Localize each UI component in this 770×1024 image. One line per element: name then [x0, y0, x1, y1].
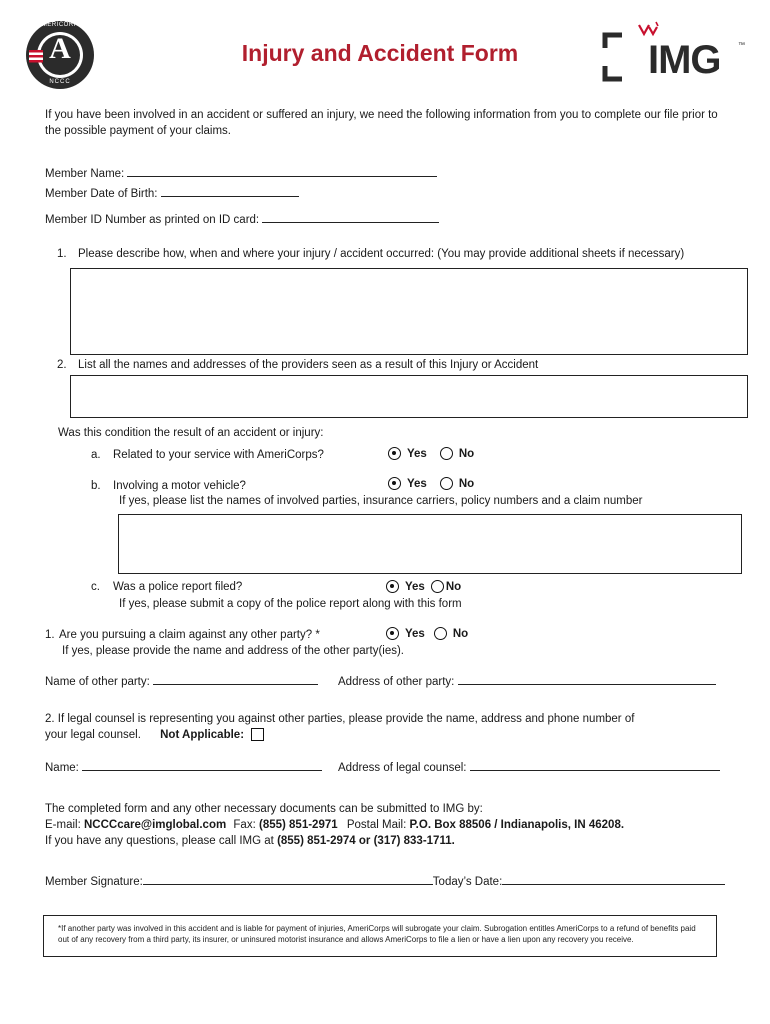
other-party-name-label: Name of other party: — [45, 676, 150, 688]
qa-yes-label: Yes — [407, 448, 427, 460]
q2-providers-box[interactable] — [70, 375, 748, 418]
questions-label: If you have any questions, please call IMG at — [45, 835, 274, 847]
date-field[interactable] — [502, 873, 725, 885]
signature-field[interactable] — [143, 873, 433, 885]
qb-yes-label: Yes — [407, 478, 427, 490]
qc-followup: If yes, please submit a copy of the police report along with this form — [119, 598, 462, 610]
qb-yes-radio[interactable] — [388, 477, 401, 490]
member-name-label: Member Name: — [45, 168, 125, 180]
claim-followup: If yes, please provide the name and address of the other party(ies). — [62, 645, 404, 657]
qa-text: Related to your service with AmeriCorps? — [113, 449, 324, 461]
claim-no-label: No — [452, 628, 469, 640]
qa-number: a. — [91, 449, 101, 461]
subrogation-footnote: *If another party was involved in this accident and is liable for payment of injuries, AmeriCorps will subrogate your claim. Subrogation entitles AmeriCorps to a refund of benefits paid out of any recovery from a third party, its insurer, or uninsured motorist insurance and allows AmeriCorps to file a lien or have a lien upon any recovery you receive. — [43, 915, 717, 957]
qc-yes-radio[interactable] — [386, 580, 399, 593]
img-logo-text: IMG — [648, 38, 721, 82]
member-name-row — [45, 165, 437, 182]
logo-ring-text-bottom: NCCC — [49, 79, 71, 85]
other-party-name-field[interactable] — [153, 673, 318, 685]
qa-yes-radio[interactable] — [388, 447, 401, 460]
claim-number: 1. — [45, 629, 55, 641]
intro-line-2: the possible payment of your claims. — [45, 125, 232, 137]
other-party-name-row — [45, 673, 318, 690]
other-party-address-row — [338, 673, 716, 690]
qa-radio-group — [388, 446, 474, 462]
legal-line-1: 2. If legal counsel is representing you against other parties, please provide the name, address and phone number of — [45, 713, 635, 725]
qb-parties-box[interactable] — [118, 514, 742, 574]
qc-no-radio[interactable] — [431, 580, 444, 593]
qb-no-label: No — [458, 478, 475, 490]
submission-line-1: The completed form and any other necessary documents can be submitted to IMG by: — [45, 803, 483, 815]
mail-label: Postal Mail: — [346, 819, 407, 831]
logo-ring-text-top: AMERICORPS — [37, 22, 83, 28]
not-applicable-checkbox[interactable] — [251, 728, 264, 741]
submission-contacts — [45, 818, 624, 833]
member-dob-label: Member Date of Birth: — [45, 188, 158, 200]
intro-line-1: If you have been involved in an accident or suffered an injury, we need the following information from you to complete our file prior to — [45, 109, 718, 121]
qb-number: b. — [91, 480, 101, 492]
qb-text: Involving a motor vehicle? — [113, 480, 246, 492]
date-label: Today’s Date: — [432, 876, 503, 888]
fax-label: Fax: — [233, 819, 256, 831]
claim-text: Are you pursuing a claim against any other party? * — [59, 629, 320, 641]
claim-radio-group — [386, 626, 468, 642]
qc-number: c. — [91, 581, 100, 593]
other-party-address-field[interactable] — [458, 673, 716, 685]
legal-address-label: Address of legal counsel: — [338, 762, 467, 774]
questions-phone: (855) 851-2974 or (317) 833-1711. — [277, 835, 455, 847]
q2-number: 2. — [57, 359, 67, 371]
legal-address-field[interactable] — [470, 759, 720, 771]
legal-address-row — [338, 759, 720, 776]
condition-text: Was this condition the result of an accident or injury: — [58, 427, 324, 439]
email-label: E-mail: — [45, 819, 81, 831]
qb-radio-group — [388, 476, 474, 492]
member-id-row — [45, 211, 439, 228]
qa-no-radio[interactable] — [440, 447, 453, 460]
legal-name-label: Name: — [45, 762, 79, 774]
logo-letter-a: A — [49, 32, 71, 65]
q1-description-box[interactable] — [70, 268, 748, 355]
other-party-address-label: Address of other party: — [338, 676, 455, 688]
q2-text: List all the names and addresses of the providers seen as a result of this Injury or Accident — [78, 359, 539, 371]
qb-no-radio[interactable] — [440, 477, 453, 490]
member-name-field[interactable] — [127, 165, 437, 177]
fax-number: (855) 851-2971 — [258, 819, 338, 831]
questions-contact — [45, 834, 455, 849]
img-logo-tm: ™ — [738, 42, 745, 49]
legal-line-2: your legal counsel. — [45, 729, 141, 741]
qa-no-label: No — [458, 448, 475, 460]
qc-radio-group — [386, 579, 461, 595]
member-dob-field[interactable] — [161, 185, 299, 197]
q1-number: 1. — [57, 248, 67, 260]
legal-name-field[interactable] — [82, 759, 322, 771]
qc-text: Was a police report filed? — [113, 581, 243, 593]
email-link[interactable]: NCCCcare@imglobal.com — [83, 819, 227, 831]
q1-text: Please describe how, when and where your injury / accident occurred: (You may provide additional sheets if necessary) — [78, 248, 685, 260]
legal-name-row — [45, 759, 322, 776]
member-id-label: Member ID Number as printed on ID card: — [45, 214, 260, 226]
signature-label: Member Signature: — [45, 876, 143, 888]
signature-row — [45, 873, 725, 890]
mail-address: P.O. Box 88506 / Indianapolis, IN 46208. — [409, 819, 625, 831]
claim-yes-radio[interactable] — [386, 627, 399, 640]
page-title: Injury and Accident Form — [241, 40, 519, 66]
member-id-field[interactable] — [262, 211, 439, 223]
qc-no-label: No — [445, 581, 462, 593]
member-dob-row — [45, 185, 299, 202]
qb-followup: If yes, please list the names of involved parties, insurance carriers, policy numbers and a claim number — [119, 495, 643, 507]
legal-line-2-row — [45, 728, 264, 743]
claim-yes-label: Yes — [405, 628, 425, 640]
qc-yes-label: Yes — [405, 581, 425, 593]
not-applicable-label: Not Applicable: — [160, 729, 245, 741]
claim-no-radio[interactable] — [434, 627, 447, 640]
